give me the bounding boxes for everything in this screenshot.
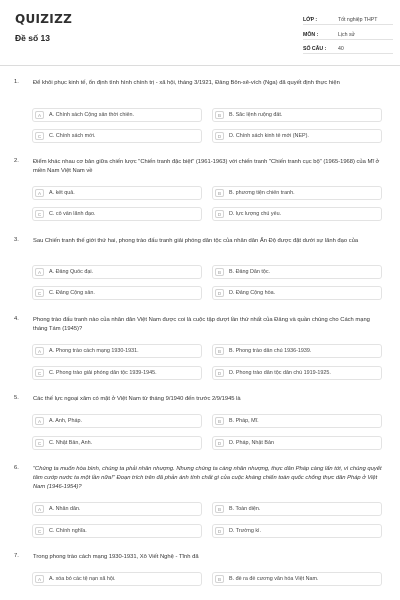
option-text: D. Chính sách kinh tế mới (NEP). — [229, 133, 309, 139]
question-number: 7. — [14, 553, 19, 559]
question-number: 3. — [14, 237, 19, 243]
answer-option[interactable] — [212, 265, 382, 279]
option-letter: D — [215, 439, 224, 447]
option-text: C. Chính nghĩa. — [49, 528, 87, 534]
answer-option[interactable] — [32, 129, 202, 143]
answer-option[interactable] — [32, 366, 202, 380]
answer-option[interactable] — [32, 524, 202, 538]
option-letter: A — [35, 575, 44, 583]
question-text: Trong phong trào cách mạng 1930-1931, Xô Viết Nghệ - Tĩnh đã — [33, 554, 199, 560]
option-text: B. Phong trào dân chủ 1936-1939. — [229, 348, 312, 354]
option-text: B. Pháp, Mĩ. — [229, 418, 259, 424]
option-text: B. đề ra đề cương văn hóa Việt Nam. — [229, 576, 319, 582]
page-header — [0, 0, 400, 66]
option-text: B. Toàn diện. — [229, 506, 261, 512]
answer-option[interactable] — [212, 344, 382, 358]
meta-label: LỚP : — [303, 17, 318, 23]
answer-option[interactable] — [32, 572, 202, 586]
option-text: C. Chính sách mới. — [49, 133, 96, 139]
option-text: D. Trường kì. — [229, 528, 262, 534]
answer-option[interactable] — [32, 207, 202, 221]
meta-value: Tốt nghiệp THPT — [338, 17, 378, 23]
question-number: 1. — [14, 79, 19, 85]
question-text: Các thế lực ngoại xâm có mặt ở Việt Nam từ tháng 9/1940 đến trước 2/9/1945 là — [33, 396, 241, 402]
question-number: 4. — [14, 316, 19, 322]
option-letter: B — [215, 417, 224, 425]
option-text: A. Phong trào cách mạng 1930-1931. — [49, 348, 139, 354]
option-letter: C — [35, 369, 44, 377]
option-letter: B — [215, 189, 224, 197]
option-letter: A — [35, 417, 44, 425]
option-text: B. Sắc lệnh ruộng đất. — [229, 112, 283, 118]
meta-label: SỐ CÂU : — [303, 46, 327, 52]
question-number: 2. — [14, 158, 19, 164]
option-letter: A — [35, 505, 44, 513]
answer-option[interactable] — [212, 108, 382, 122]
answer-option[interactable] — [212, 572, 382, 586]
meta-value: Lịch sử — [338, 32, 356, 38]
option-text: D. Pháp, Nhật Bản — [229, 440, 274, 446]
option-letter: B — [215, 505, 224, 513]
option-text: C. Nhật Bản, Anh. — [49, 440, 93, 446]
option-text: D. Đảng Cộng hòa. — [229, 290, 276, 296]
answer-option[interactable] — [32, 108, 202, 122]
option-text: D. Phong trào dân tộc dân chủ 1919-1925. — [229, 370, 331, 376]
answer-option[interactable] — [212, 286, 382, 300]
option-letter: D — [215, 210, 224, 218]
option-text: C. cố vấn lãnh đạo. — [49, 211, 96, 217]
option-letter: C — [35, 289, 44, 297]
answer-option[interactable] — [212, 436, 382, 450]
meta-value: 40 — [338, 46, 344, 52]
option-text: B. Đảng Dân tộc. — [229, 269, 271, 275]
answer-option[interactable] — [32, 344, 202, 358]
option-letter: A — [35, 189, 44, 197]
meta-divider — [303, 53, 393, 54]
option-letter: A — [35, 347, 44, 355]
option-letter: D — [215, 369, 224, 377]
answer-option[interactable] — [32, 414, 202, 428]
question-text: Sau Chiến tranh thế giới thứ hai, phong trào đấu tranh giải phóng dân tộc của nhân dân Ấn Độ được đặt dưới sự lãnh đạo của — [33, 238, 359, 244]
option-letter: A — [35, 111, 44, 119]
option-letter: B — [215, 111, 224, 119]
question-number: 6. — [14, 465, 19, 471]
quizizz-logo: QUIZIZZ — [15, 12, 73, 26]
answer-option[interactable] — [32, 436, 202, 450]
answer-option[interactable] — [212, 207, 382, 221]
answer-option[interactable] — [212, 524, 382, 538]
meta-divider — [303, 24, 393, 25]
option-letter: B — [215, 347, 224, 355]
answer-option[interactable] — [32, 502, 202, 516]
option-text: A. Anh, Pháp. — [49, 418, 82, 424]
option-letter: B — [215, 575, 224, 583]
option-text: B. phương tiện chiến tranh. — [229, 190, 295, 196]
option-text: A. Nhân dân. — [49, 506, 81, 512]
meta-divider — [303, 39, 393, 40]
question-text: Để khôi phục kinh tế, ổn định tình hình chính trị - xã hội, tháng 3/1921, Đảng Bôn-sê-vích (Nga) đã quyết định thực hiện — [33, 80, 340, 86]
option-text: C. Đảng Cộng sản. — [49, 290, 95, 296]
option-text: A. xóa bỏ các tệ nạn xã hội. — [49, 576, 116, 582]
exam-title: Đề số 13 — [15, 33, 50, 43]
question-text: Điểm khác nhau cơ bản giữa chiến lược "Chiến tranh đặc biệt" (1961-1963) với chiến tranh "Chiến tranh cục bộ" (1965-1968) của Mĩ ở miền Nam Việt Nam về — [33, 159, 380, 174]
option-letter: C — [35, 439, 44, 447]
option-letter: C — [35, 132, 44, 140]
answer-option[interactable] — [212, 414, 382, 428]
option-text: A. kết quả. — [49, 190, 75, 196]
option-letter: B — [215, 268, 224, 276]
option-letter: C — [35, 527, 44, 535]
answer-option[interactable] — [212, 129, 382, 143]
option-text: C. Phong trào giải phóng dân tộc 1939-1945. — [49, 370, 157, 376]
answer-option[interactable] — [212, 186, 382, 200]
option-letter: D — [215, 289, 224, 297]
option-letter: D — [215, 527, 224, 535]
option-text: D. lực lượng chủ yếu. — [229, 211, 282, 217]
answer-option[interactable] — [212, 502, 382, 516]
option-letter: D — [215, 132, 224, 140]
meta-label: MÔN : — [303, 32, 319, 38]
option-text: A. Chính sách Cộng sản thời chiến. — [49, 112, 135, 118]
answer-option[interactable] — [212, 366, 382, 380]
question-text: Phong trào đấu tranh nào của nhân dân Việt Nam được coi là cuộc tập dượt lần thứ nhất của Đảng và quần chúng cho Cách mạng tháng Tám (1945)? — [33, 317, 370, 332]
answer-option[interactable] — [32, 286, 202, 300]
question-number: 5. — [14, 395, 19, 401]
answer-option[interactable] — [32, 186, 202, 200]
option-text: A. Đảng Quốc đại. — [49, 269, 94, 275]
question-text: "Chúng ta muốn hòa bình, chúng ta phải nhân nhượng. Nhưng chúng ta càng nhân nhượng, thực dân Pháp càng lấn tới, vì chúng quyết tâm cướp nước ta một lần nữa!" Đoạn trích trên đã phản ánh tính chất gì của cuộc kháng chiến toàn quốc chống thực dân Pháp ở Việt Nam (1946-1954)? — [33, 466, 382, 490]
option-letter: C — [35, 210, 44, 218]
option-letter: A — [35, 268, 44, 276]
answer-option[interactable] — [32, 265, 202, 279]
